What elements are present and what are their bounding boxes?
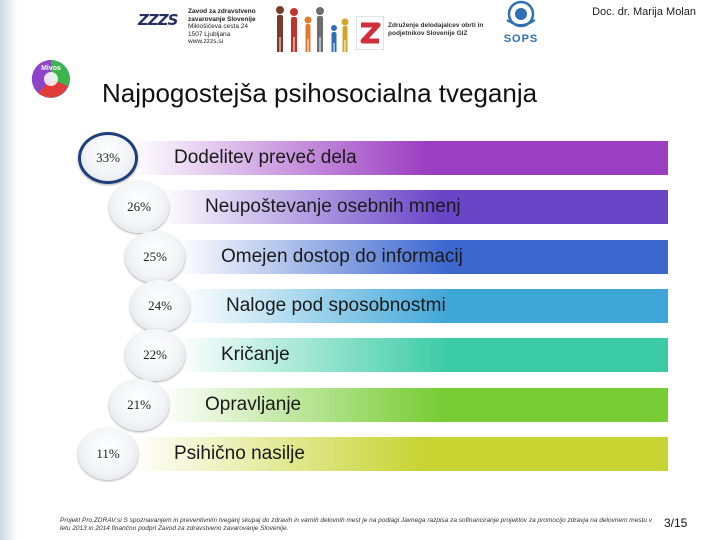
zzzs-logo [138,8,186,32]
risk-bar-label: Neupoštevanje osebnih mnenj [205,196,461,218]
risk-bar-label: Opravljanje [205,393,302,415]
zzzs-logo-lettering: ZZZS [138,11,178,29]
header-logos [130,0,570,58]
percentage-circle: 26% [109,181,169,233]
risk-bar-label: Psihično nasilje [174,442,305,464]
giz-caption: Združenje delodajalcev obrti in podjetnikov Slovenije GIZ [388,22,484,37]
percentage-circle: 24% [130,280,190,332]
percentage-circle: 21% [109,379,169,431]
sops-emblem-icon [498,0,544,28]
page-title: Najpogostejša psihosocialna tveganja [102,78,538,108]
page-number: 3/15 [664,516,688,530]
zzzs-address-line2: 1507 Ljubljana [188,30,231,38]
zzzs-name: Zavod za zdravstveno zavarovanje Slovenije [188,8,256,23]
percentage-circle: 11% [78,428,138,480]
risk-bar-label: Naloge pod sposobnostmi [226,294,446,316]
people-figures-icon [272,2,352,54]
zzzs-caption [188,8,270,46]
giz-logo-icon [356,16,384,50]
sops-lettering: SOPS [503,33,539,45]
zzzs-address-line1: Miklošičeva cesta 24 [188,23,248,30]
mivos-badge-logo [30,58,72,100]
risk-bar [182,289,668,323]
risk-bar-label: Dodelitev preveč dela [174,147,357,168]
percentage-circle: 25% [125,231,185,283]
risk-bar-label: Omejen dostop do informacij [221,245,463,267]
risk-bar [161,388,668,422]
zzzs-web: www.zzzs.si [188,38,224,45]
footer-text: Projekt Pro.ZDRAV.si S spoznavanjem in preventivnim tveganj skupaj do zdravih in varnih delovnih mest je na podlagi Javnega razpisa za sofinanciranje projektov za promocijo zdravja na delovnem mestu v letu 2013 in 2014 finančno podprl Zavod za zdravstveno zavarovanje Slovenije. [60,517,653,532]
risk-bar [130,437,668,471]
author-name: Doc. dr. Marija Molan [592,6,696,18]
risk-bar [130,141,668,175]
risk-bar [177,240,668,274]
mivos-badge-text: Mivos [41,65,61,72]
risk-bar-label: Kričanje [221,344,290,366]
percentage-circle: 33% [78,132,138,184]
percentage-circle: 22% [125,329,185,381]
sops-logo [498,0,544,44]
risk-bar [177,338,668,372]
left-decorative-strip [0,0,18,540]
risk-bar [161,190,668,224]
